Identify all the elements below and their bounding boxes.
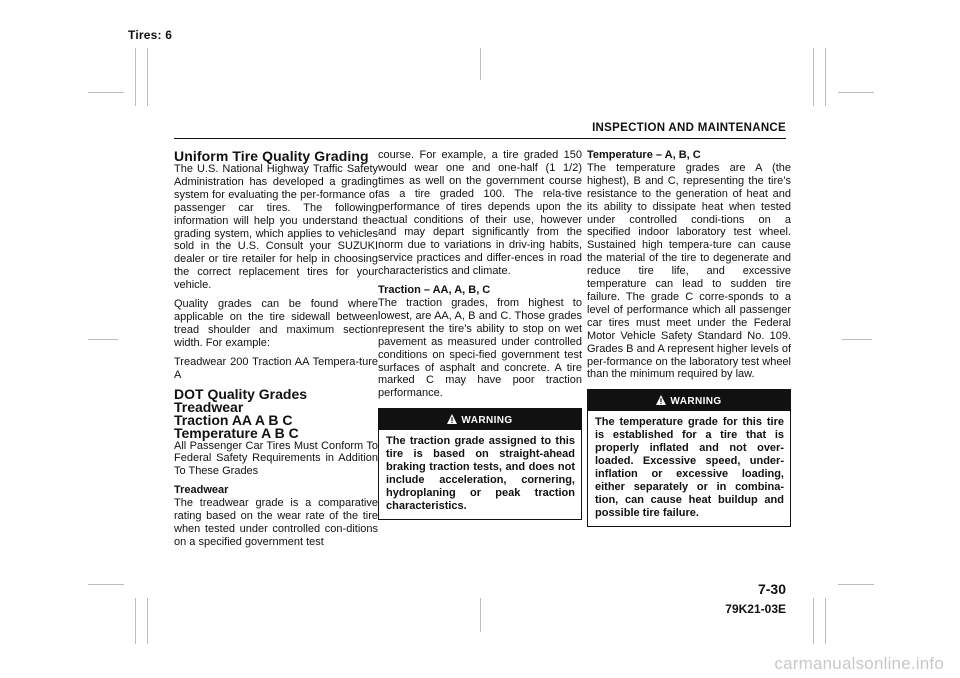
crop-mark	[147, 598, 148, 644]
temperature-warning-box	[587, 389, 791, 527]
section-title: INSPECTION AND MAINTENANCE	[592, 122, 786, 134]
running-head: Tires: 6	[128, 28, 173, 42]
warning-triangle-icon	[447, 414, 457, 424]
heading-line: Traction AA A B C	[174, 411, 293, 428]
header-rule	[174, 138, 786, 139]
temperature-text: The temperature grades are A (the highest), B and C, representing the tire’s resistance to the generation of heat and its ability to dissipate heat when tested under controlled condi-tions on a specified indoor laboratory test wheel. Sustained high tempera-ture can cause the material of the tire to degenerate and reduce tire life, and excessive temperature can lead to sudden tire failure. The grade C corre-sponds to a level of performance which all passenger car tires must meet under the Federal Motor Vehicle Safety Standard No. 109. Grades B and A represent higher levels of per-formance on the laboratory test wheel than the minimum required by law.	[587, 161, 791, 381]
treadwear-paragraph	[174, 484, 378, 549]
warning-label: WARNING	[461, 415, 513, 427]
warning-text: The temperature grade for this tire is established for a tire that is properly inflated and not over-loaded. Excessive speed, under-inflation or excessive loading, either separately or in combina-tion, can cause heat buildup and possible tire failure.	[595, 416, 784, 520]
treadwear-subheading: Treadwear	[174, 484, 229, 497]
section-heading: Uniform Tire Quality Grading	[174, 148, 369, 164]
quality-grades-paragraph: Quality grades can be found where applicable on the tire sidewall between tread shoulder and maximum section width. For example:	[174, 298, 378, 349]
crop-mark	[88, 584, 124, 585]
warning-triangle-icon	[656, 395, 666, 405]
left-column	[174, 149, 378, 555]
crop-mark	[838, 92, 874, 93]
crop-mark	[88, 339, 118, 340]
warning-text: The traction grade assigned to this tire is based on straight-ahead braking traction tests, and does not include acceleration, cornering, hydroplaning or peak traction characteristics.	[386, 435, 575, 513]
crop-mark	[842, 339, 872, 340]
crop-mark	[825, 48, 826, 106]
watermark: carmanualsonline.info	[774, 654, 944, 673]
crop-mark	[147, 48, 148, 106]
traction-paragraph	[378, 284, 582, 400]
crop-mark	[825, 598, 826, 644]
heading-line: Treadwear	[174, 398, 244, 415]
warning-header	[588, 390, 790, 411]
intro-paragraph: The U.S. National Highway Traffic Safety Administration has developed a grading system for evaluating the per-formance of passenger car tires. The following information will help you understand the grading system, which applies to vehicles sold in the U.S. Consult your SUZUKI dealer or tire retailer for help in choosing the correct replacement tires for your vehicle.	[174, 163, 378, 292]
page-number: 7-30	[757, 581, 786, 597]
warning-label: WARNING	[670, 396, 722, 408]
heading-line: DOT Quality Grades	[174, 385, 308, 402]
traction-text: The traction grades, from highest to lowest, are AA, A, B and C. Those grades represent the tire’s ability to stop on wet pavement as measured under controlled conditions on speci-fied government test surfaces of asphalt and concrete. A tire marked C may have poor traction performance.	[378, 296, 582, 400]
treadwear-text: The treadwear grade is a comparative rating based on the wear rate of the tire when tested under controlled con-ditions on a specified government test	[174, 497, 378, 548]
treadwear-continued-paragraph: course. For example, a tire graded 150 would wear one and one-half (1 1/2) times as well on the government course as a tire graded 100. The rela-tive performance of tires depends upon the actual conditions of their use, however and may depart significantly from the norm due to variations in driv-ing habits, service practices and differ-ences in road characteristics and climate.	[378, 149, 582, 278]
crop-mark	[480, 598, 481, 632]
crop-mark	[813, 598, 814, 644]
middle-column	[378, 149, 582, 520]
temperature-paragraph	[587, 149, 791, 381]
crop-mark	[88, 92, 124, 93]
example-paragraph: Treadwear 200 Traction AA Tempera-ture A	[174, 355, 378, 381]
conform-paragraph: All Passenger Car Tires Must Conform To Federal Safety Requirements in Addition To These Grades	[174, 439, 378, 478]
traction-subheading: Traction – AA, A, B, C	[378, 284, 491, 297]
right-column	[587, 149, 791, 527]
crop-mark	[135, 598, 136, 644]
crop-mark	[135, 48, 136, 106]
document-code: 79K21-03E	[725, 602, 786, 616]
heading-line: Temperature A B C	[174, 424, 299, 441]
temperature-subheading: Temperature – A, B, C	[587, 149, 701, 161]
warning-header	[379, 409, 581, 430]
traction-warning-box	[378, 408, 582, 520]
crop-mark	[838, 584, 874, 585]
crop-mark	[480, 48, 481, 80]
crop-mark	[813, 48, 814, 106]
dot-grades-heading	[174, 385, 378, 441]
